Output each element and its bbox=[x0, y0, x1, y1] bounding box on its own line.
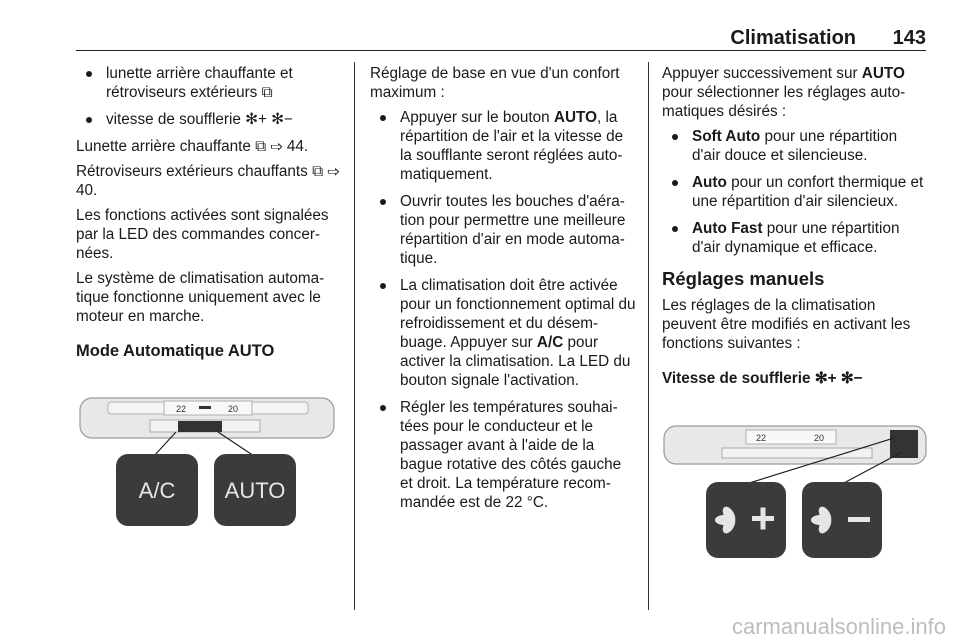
page-number: 143 bbox=[892, 27, 926, 49]
watermark: carmanualsonline.info bbox=[731, 614, 946, 639]
page-title: Climatisation bbox=[730, 27, 856, 49]
list-item: vitesse de soufflerie ✻+ ✻− bbox=[76, 110, 344, 129]
column-3 bbox=[662, 64, 928, 388]
paragraph: Rétroviseurs extérieurs chauffants ⧉ ⇨ 40. bbox=[76, 163, 340, 199]
paragraph: Appuyer successivement sur AUTO pour sélectionner les réglages auto-matiques désirés : bbox=[662, 65, 906, 120]
list-item: Soft Auto pour une répartition d'air douce et silencieuse. bbox=[662, 127, 928, 165]
column-2 bbox=[370, 64, 636, 520]
paragraph: Les réglages de la climatisation peuvent être modifiés en activant les fonctions suivantes : bbox=[662, 297, 911, 352]
paragraph: Le système de climatisation automa-tique fonctionne uniquement avec le moteur en marche. bbox=[76, 270, 325, 325]
list-item: Auto Fast pour une répartition d'air dynamique et efficace. bbox=[662, 219, 928, 257]
paragraph: Réglage de base en vue d'un confort maximum : bbox=[370, 65, 620, 101]
ac-button-label: A/C bbox=[138, 478, 176, 503]
page-header bbox=[76, 24, 926, 51]
panel-button-row bbox=[722, 448, 872, 458]
panel-fan-buttons bbox=[890, 430, 918, 458]
column-divider-2 bbox=[648, 62, 649, 610]
subheading: Vitesse de soufflerie ✻+ ✻− bbox=[662, 370, 863, 387]
auto-button-label: AUTO bbox=[224, 478, 286, 503]
list-item: Auto pour un confort thermique et une répartition d'air silencieux. bbox=[662, 173, 928, 211]
list-item: lunette arrière chauffante et rétroviseurs extérieurs ⧉ bbox=[76, 64, 344, 102]
list-item: Régler les températures souhai-tées pour le conducteur et le passager avant à l'aide de la bague rotative des côtés gauche et droit. La température recom-mandée est de 22 °C. bbox=[370, 398, 636, 512]
list-item: Ouvrir toutes les bouches d'aéra-tion pour permettre une meilleure répartition d'air en mode automa-tique. bbox=[370, 192, 636, 268]
panel-highlight-buttons bbox=[178, 421, 222, 432]
fan-speed-figure bbox=[662, 418, 930, 564]
panel-vent-left bbox=[108, 402, 168, 414]
paragraph: Les fonctions activées sont signalées par la LED des commandes concer-nées. bbox=[76, 207, 329, 262]
display-temp-right: 20 bbox=[814, 433, 825, 443]
column-divider-1 bbox=[354, 62, 355, 610]
display-temp-right: 20 bbox=[228, 404, 239, 414]
column-1 bbox=[76, 64, 344, 369]
section-heading: Réglages manuels bbox=[662, 268, 825, 289]
section-heading: Mode Automatique AUTO bbox=[76, 342, 275, 360]
climate-panel-figure bbox=[78, 392, 338, 532]
panel-vent-right bbox=[248, 402, 308, 414]
list-item: La climatisation doit être activée pour un fonctionnement optimal du refroidissement et du désem-buage. Appuyer sur A/C pour activer la climatisation. La LED du bouton signale l'activation. bbox=[370, 276, 636, 390]
display-temp-left: 22 bbox=[756, 433, 767, 443]
list-item: Appuyer sur le bouton AUTO, la répartition de l'air et la vitesse de la soufflante seront réglées auto-matiquement. bbox=[370, 108, 636, 184]
display-temp-left: 22 bbox=[176, 404, 187, 414]
display-fan-bar bbox=[199, 406, 211, 409]
paragraph: Lunette arrière chauffante ⧉ ⇨ 44. bbox=[76, 138, 309, 155]
